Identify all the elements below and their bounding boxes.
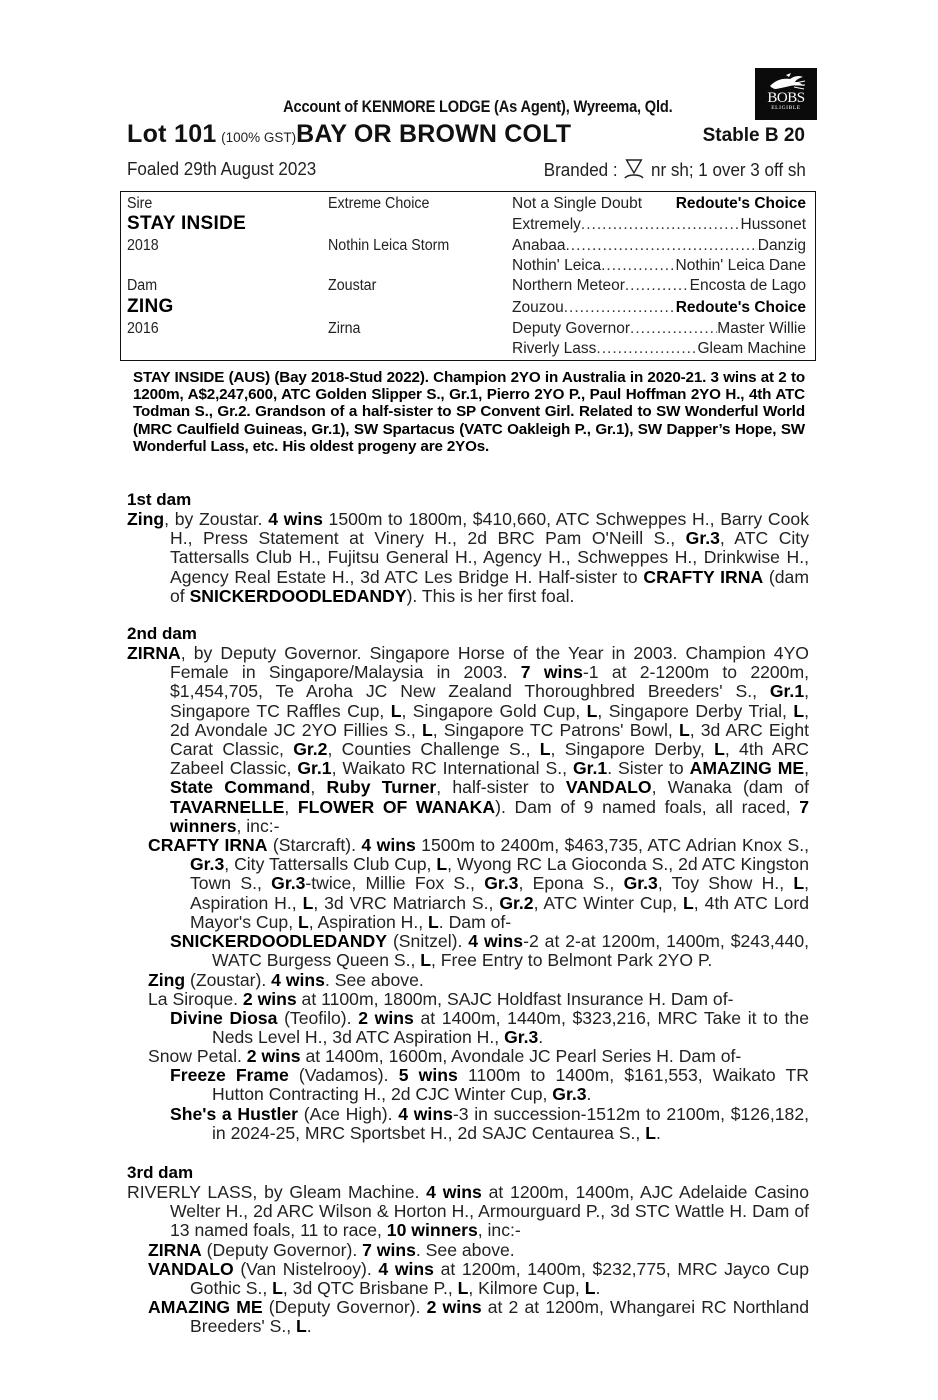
sire-blurb: STAY INSIDE (AUS) (Bay 2018-Stud 2022). Champion 2YO in Australia in 2020-21. 3 wins at 2 to 1200m, A$2,247,600, ATC Golden Slipper S., Gr.1, Pierro 2YO P., Paul Hoffman 2YO H., 4th ATC Todman S., Gr.2. Grandson of a half-sister to SP Convent Girl. Related to SW Wonderful World (MRC Caulfield Guineas, Gr.1), SW Spartacus (VATC Oakleigh P., Gr.1), SW Dapper’s Hope, SW Wonderful Lass, etc. His oldest progeny are 2YOs. [133,369,805,455]
lot-number: Lot 101 [127,120,217,148]
dam-entry: ZIRNA, by Deputy Governor. Singapore Horse of the Year in 2003. Champion 4YO Female in Singapore/Malaysia in 2003. 7 wins-1 at 2-1200m to 2200m, $1,454,705, Te Aroha JC New Zealand Thoroughbred Breeders' S., Gr.1, Singapore TC Raffles Cup, L, Singapore Gold Cup, L, Singapore Derby Trial, L, 2d Avondale JC 2YO Fillies S., L, Singapore TC Patrons' Bowl, L, 3d ARC Eight Carat Classic, Gr.2, Counties Challenge S., L, Singapore Derby, L, 4th ARC Zabeel Classic, Gr.1, Waikato RC International S., Gr.1. Sister to AMAZING ME, State Command, Ruby Turner, half-sister to VANDALO, Wanaka (dam of TAVARNELLE, FLOWER OF WANAKA). Dam of 9 named foals, all raced, 7 winners, inc:- [127,643,810,836]
gg-dam-sire: Danzig [757,237,806,254]
progeny-entry: VANDALO (Van Nistelrooy). 4 wins at 1200m, 1400m, $232,775, MRC Jayco Cup Gothic S., L, 3d QTC Brisbane P., L, Kilmore Cup, L. [148,1259,810,1299]
brand-info [544,158,806,181]
gg-sire: Not a Single Doubt [512,195,643,212]
pedigree-gg-row [512,257,806,275]
dam-entry: RIVERLY LASS, by Gleam Machine. 4 wins at 1200m, 1400m, AJC Adelaide Casino Welter H., 2d ARC Wilson & Horton H., Armourguard P., 3d STC Wattle H. Dam of 13 named foals, 11 to race, 10 winners, inc:- [127,1182,809,1241]
gg-dam-sire: Master Willie [717,320,806,337]
gg-dam: Extremely [512,216,581,233]
pedigree-gg-row [512,277,806,295]
dam-sire: Zoustar [328,277,377,294]
gg-dam: Zouzou [512,299,564,316]
pedigree-gg-row [512,195,806,213]
progeny-entry: AMAZING ME (Deputy Governor). 2 wins at 2 at 1200m, Whangarei RC Northland Breeders' S., L. [148,1297,810,1337]
vendor-account: Account of KENMORE LODGE (As Agent), Wyreema, Qld. [283,97,673,116]
sire-dam: Nothin Leica Storm [328,237,450,254]
progeny-entry: Freeze Frame (Vadamos). 5 wins 1100m to 1400m, $161,553, Waikato TR Hutton Contracting H., 2d CJC Winter Cup, Gr.3. [170,1065,810,1105]
section-heading-1st-dam: 1st dam [127,490,192,509]
pedigree-gg-row [512,299,806,317]
progeny-entry: Divine Diosa (Teofilo). 2 wins at 1400m, 1440m, $323,216, MRC Take it to the Neds Level H., 3d ATC Aspiration H., Gr.3. [170,1008,809,1048]
section-heading-3rd-dam: 3rd dam [127,1163,194,1182]
gg-dam: Riverly Lass [512,340,597,357]
progeny-entry: She's a Hustler (Ace High). 4 wins-3 in succession-1512m to 2100m, $126,182, in 2024-25, MRC Sportsbet H., 2d SAJC Centaurea S., L. [170,1104,810,1144]
sire-year: 2018 [127,237,159,254]
dam-dam: Zirna [328,320,361,337]
gg-dam-sire: Nothin' Leica Dane [675,257,806,274]
pedigree-gg-row [512,320,806,338]
progeny-entry: SNICKERDOODLEDANDY (Snitzel). 4 wins-2 at 2-at 1200m, 1400m, $243,440, WATC Burgess Queen S., L, Free Entry to Belmont Park 2YO P. [170,931,809,971]
pedigree-gg-row [512,340,806,358]
progeny-entry: Zing (Zoustar). 4 wins. See above. [148,970,424,990]
gg-sire: Deputy Governor [512,320,631,337]
dam-year: 2016 [127,320,159,337]
dam-entry: Zing, by Zoustar. 4 wins 1500m to 1800m, $410,660, ATC Schweppes H., Barry Cook H., Press Statement at Vinery H., 2d BRC Pam O'Neill S., Gr.3, ATC City Tattersalls Club H., Fujitsu General H., Agency H., Schweppes H., Drinkwise H., Agency Real Estate H., 3d ATC Les Bridge H. Half-sister to CRAFTY IRNA (dam of SNICKERDOODLEDANDY). This is her first foal. [127,509,809,606]
progeny-entry: ZIRNA (Deputy Governor). 7 wins. See above. [148,1240,515,1260]
gg-dam-sire: Redoute's Choice [675,299,806,316]
section-heading-2nd-dam: 2nd dam [127,624,197,643]
horse-description: BAY OR BROWN COLT [296,120,572,148]
lot-title-line [127,120,817,150]
sire-sire: Extreme Choice [328,195,430,212]
pedigree-gg-row [512,216,806,234]
gg-dam: Nothin' Leica [512,257,602,274]
branded-label: Branded : [543,159,618,180]
gg-sire: Northern Meteor [512,277,625,294]
gst-note: (100% GST) [221,130,297,145]
logo-subtitle: ELIGIBLE [771,105,801,111]
brand-symbol-icon [623,158,647,180]
sire-label: Sire [127,195,153,212]
pedigree-table [120,191,816,361]
logo-text: BOBS [767,90,805,106]
brand-description: nr sh; 1 over 3 off sh [651,159,806,180]
stable-location: Stable B 20 [702,125,805,146]
dam-label: Dam [127,277,158,294]
progeny-entry: CRAFTY IRNA (Starcraft). 4 wins 1500m to 2400m, $463,735, ATC Adrian Knox S., Gr.3, City Tattersalls Club Cup, L, Wyong RC La Gioconda S., 2d ATC Kingston Town S., Gr.3-twice, Millie Fox S., Gr.3, Epona S., Gr.3, Toy Show H., L, Aspiration H., L, 3d VRC Matriarch S., Gr.2, ATC Winter Cup, L, 4th ATC Lord Mayor's Cup, L, Aspiration H., L. Dam of- [148,835,810,932]
gg-dam-sire: Redoute's Choice [675,195,806,212]
sire-name: STAY INSIDE [127,213,247,234]
gg-dam-sire: Encosta de Lago [689,277,806,294]
dam-name: ZING [127,296,174,317]
pedigree-gg-row [512,237,806,255]
progeny-entry: Snow Petal. 2 wins at 1400m, 1600m, Avondale JC Pearl Series H. Dam of- [148,1046,742,1066]
foaled-date: Foaled 29th August 2023 [127,158,317,179]
progeny-entry: La Siroque. 2 wins at 1100m, 1800m, SAJC Holdfast Insurance H. Dam of- [148,989,734,1009]
gg-dam-sire: Gleam Machine [697,340,806,357]
racehorse-head-icon [766,72,806,92]
gg-sire: Anabaa [512,237,566,254]
gg-dam-sire: Hussonet [740,216,806,233]
